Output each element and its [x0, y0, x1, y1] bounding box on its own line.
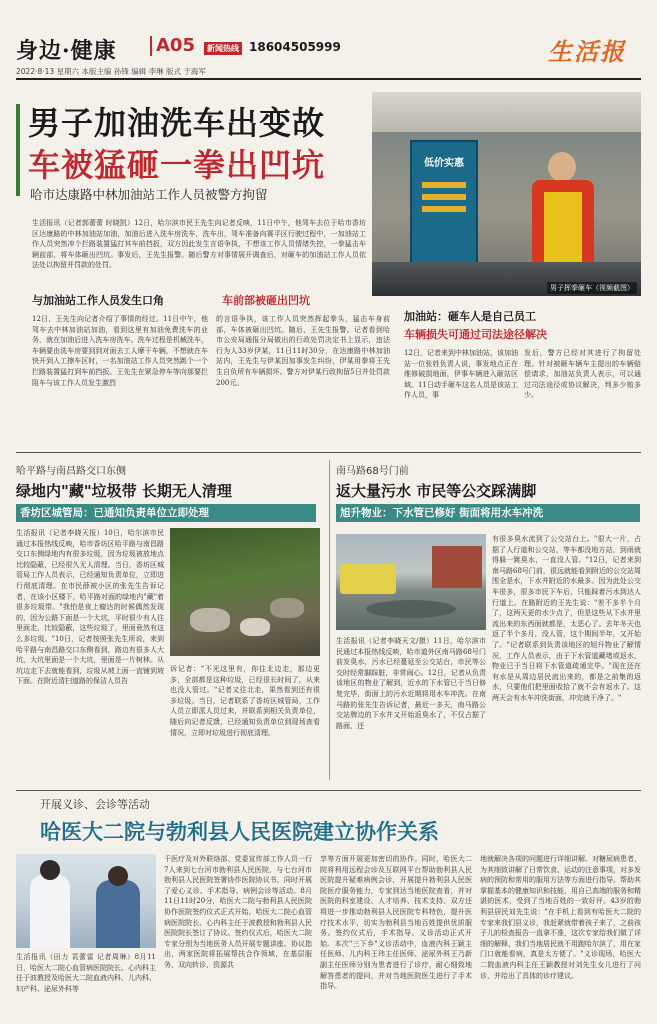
story1-sub2b: 车辆损失可通过司法途径解决 — [404, 328, 547, 341]
story-hospital — [16, 792, 641, 1022]
divider-vertical — [329, 460, 330, 780]
story3-bar: 旭升物业：下水管已修好 街面将用水车冲洗 — [336, 504, 640, 522]
canopy — [372, 92, 641, 132]
story-gas-station — [16, 82, 641, 447]
story3-col2: 有很多臭水流到了公交站台上。"很大一片，占据了人行道和公交站，等车都没地方站，到雨就得躲一跳臭水，一直没人管。"12日，记者来到南马路68号门前，很远就能看到附近的公交站周围全是水，下水井附近的水最多。因为此处公交车很多，很多市民下车后，只能踩着污水到达人行道上。在路附近的王先生说："差不多半个月了，这两天更的水少点了，但是这些从下水井里流出来的东西面就都是，太恶心了。去年冬天也返了半个多月，没人管，这个期间半年，又开始了。"记者联系到负责该地区的旭升物业了解情况，工作人员表示，由于下水管道藏堵或返水，物业已于当日将下水管道疏通完毕。"现在还在有水是从周边居民流出来的，都是之前集的返水，只要他们把里面收拾了就不会有返水了。这两天会有水车冲洗街面，冲完就干净了。" — [492, 535, 641, 702]
story4-col2: 享等方面开展更加密切的协作。同时，哈医大二院将利用远程会诊及互联网平台帮助勃利县人民医院提升疑难病例会诊，开展提升勃利县人民医院医疗服务能力，专家到达当地医院查看，并对医院的科室建设、人才培养、技术支持、双方还将进一步推动勃利县人民医院专科特色，提升医疗技术水平，切实为勃利县当地百姓提供优质服务。签约仪式后，手术指导、义诊活动正式开始。本次"三下乡"义诊活动中，血液内科王颖主任医师、儿内科王玮主任医师、泌尿外科王乃新副主任医师分别为患者进行了诊疗，耐心细致地解答患者的提问，并对当地医院医生进行了手术指导。 — [320, 855, 472, 991]
meta-line: 2022·8·13 星期六 本版主编 孙锋 编辑 李琳 版式 于海军 — [16, 67, 206, 76]
story1-headline1: 男子加油洗车出变故 — [28, 104, 326, 142]
story1-lead: 生活报讯（记者郭蕾蕾 时晓凯）12日，哈尔滨市民王先生向记者反映，11日中午，他驾车去位于哈市香坊区达康路的中林加油站加油，加油后进入洗车房洗车，洗车出，驾车准备向赛平区行驶过程中，一加油站工作人员突然冲个拦路装置猛打其车前挡扳，双方因此发生言语争执，不想该工作人员情绪失控，一拳猛击车辆前部，将车体砸出凹坑。事发后，王先生报警。随后警方对事情展开调查后，对砸车的加油站工作人员依法处以拘留并罚款的处罚。 — [32, 219, 366, 270]
story4-photo-caption: 生活报讯（田力 袁蕾雷 记者周琳）8月11日，哈医大二院心血管病医院院长、心内科主任于波教授及哈医大二院血液内科、儿内科、妇产科、泌尿外科等 — [16, 953, 156, 993]
story2-col2: 诉记者："不光这里有，你往北边走，那边更多，全部都是这种垃圾，已经很长时间了，从来也没人管过。"记者又往北走，果然看到还有很多垃圾。当日，记者联系了香坊区城管局，工作人员立即派人员过来，并联系到相关负责单位，随后向记者反馈，已经通知负责单位到现场查看情况，立即对垃圾进行彻底清理。 — [170, 665, 320, 737]
story2-headline: 绿地内"藏"垃圾带 长期无人清理 — [16, 482, 232, 500]
story1-headline2: 车被猛砸一拳出凹坑 — [28, 146, 326, 184]
story1-col3: 12日，记者来到中林加油站，该加油站一位张姓负责人说，事发地点正在维修破损地面，伊事车辆进入砸站区域。11日动手砸车这名人员是该站工作人员，事 — [404, 349, 518, 400]
doctor-figure — [30, 874, 70, 948]
patient-figure — [96, 880, 140, 948]
story1-col1: 12日，王先生向记者介绍了事情的经过。11日中午，他驾车去中林加油站加油，看到这里有加油免费洗车的业务，就在加油后进入洗车房洗车。洗车过程是机械洗车，车辆要由洗车房要到到对面去工人摩干车辆，不想就在车快开到人工擦车区时，一名加油站工作人员突然跳个一个拦路装置猛打到车前挡扳。王先生在紧急停车等向那要拦阻车与该工作人员发生激烈 — [32, 315, 208, 387]
sign-board — [410, 140, 478, 264]
page-number: A05 — [150, 36, 195, 56]
story1-col2: 的言语争执，该工作人员突然挥起拳头，猛击车身前部，车体被砸出凹坑。随后，王先生报警。记者看到哈市公安局通报分局做出的行政处罚决定书上显示，违法行为人33岁伊某，11日11时30分，在达康路中林加油站内，王先生与伊某因加事发生纠纷，伊某用拳将王先生自负所有车辆损坏。警方对伊某行政拘留5日并处罚款200元。 — [216, 315, 390, 387]
story-sewage — [336, 456, 641, 786]
story1-photo — [372, 92, 641, 296]
section-title: 身边·健康 — [16, 38, 117, 64]
brand-logo: 生活报 — [548, 37, 626, 66]
story1-sub1: 与加油站工作人员发生口角 — [32, 294, 164, 307]
divider-2 — [16, 790, 641, 791]
story4-kicker: 开展义诊、会诊等活动 — [40, 798, 150, 811]
bus — [340, 564, 396, 594]
sign-text: 低价实惠 — [424, 158, 464, 169]
story4-headline: 哈医大二院与勃利县人民医院建立协作关系 — [40, 820, 439, 844]
story1-deck: 哈市达康路中林加油站工作人员被警方拘留 — [30, 187, 268, 202]
story1-sub2: 加油站：砸车人是自己员工 — [404, 310, 536, 323]
photo-caption: 男子挥拳砸车（视频截图） — [547, 282, 637, 294]
story1-sub1b: 车前部被砸出凹坑 — [222, 294, 310, 307]
story1-headline-accent — [16, 104, 20, 196]
masthead-rule — [16, 78, 641, 80]
masthead — [0, 0, 657, 90]
hotline-label: 新闻热线 — [204, 42, 242, 55]
story2-location: 哈平路与南昌路交口东侧 — [16, 466, 126, 477]
story3-headline: 返大量污水 市民等公交踩满脚 — [336, 482, 537, 500]
story1-col4: 发后，警方已经对其进行了拘留处理。针对被砸车辆车主提出的车辆赔偿请求，加油站负责人表示，可以通过司法途径或协议解决，判多少赔多少。 — [524, 349, 641, 400]
story3-col1: 生活报讯（记者李晓天文/摄）11日，哈尔滨市民通过本报热线反映，哈市道外区南马路68号门前发臭水，污水已经蔓延至公交站台，市民等公交时经常脚踩脏，非常闹心。12日，记者从负责该地区的物业了解到，近水的下水管已于当日修复完毕，街面上的污水近期将用水车冲洗。在南马路的张先生告诉记者，最近一多天，南马路公交站牌边的下水井又开始返臭水了，不仅占据了路面，还 — [336, 637, 486, 730]
story2-col1: 生活报讯（记者李晓天报）10日，哈尔滨市民通过本报热线反映，哈市香坊区哈平路与南昌路交口东侧绿地内有很多垃圾，因为垃圾被放地点比较隐蔽，已经很久无人清理。当日，香坊区城管局工作人员表示，已经通知负责单位，立即进行彻底清理。在市民薛被小区的张先生告诉记者，在该小区楼下，哈平路对面的绿地内"藏"着很多垃圾带。"我怕是夜上瘤达的时候偶然发现的，因为公路下面是一个大坑，平时很少有人往里面走，比较隐蔽，这些垃圾了，里面竟然有这么多垃圾。"10日，记者按照张先生所说，来到哈平路与南昌路交口东侧看到，路边有很多人大坑，大坑里面是一个大坑，里面是一片树林。从坑边走下去就能看到，垃圾从坡上面一直铺到坡下面。在附近清扫道路的保洁人员告 — [16, 529, 164, 686]
story3-photo — [336, 534, 486, 630]
story2-bar: 香坊区城管局：已通知负责单位立即处理 — [16, 504, 316, 522]
story4-col3: 地就解决各项的问题进行详细讲解。对糖尿病患者，为其细致讲解了日常饮食、运动的注意事项，对多发病的预防和常用的服用方法等方面进行指导。帮助其掌握基本的健康知识和技能，用自己高端的服务和精湛的医术，受到了当地百姓的一致好评。43岁的勃利县居民刘先生说："在手机上看到有哈医大二院的专家来我们县义诊，我赶紧就带着孩子来了，之前孩子儿的检查报告一直拿不准，这次专家给我们做了详细的解释，我们当地居民就不用跑哈尔滨了，用在家门口就能看病，真是太方便了。"义诊现场，哈医大二院血液内科主任王颖教授对刘先生女儿进行了问诊，并给出了具体的诊疗建议。 — [480, 855, 641, 980]
story4-photo — [16, 854, 156, 948]
story3-location: 南马路68号门前 — [336, 466, 409, 477]
divider-1 — [16, 452, 641, 453]
story-garbage — [16, 456, 324, 786]
story4-col1: 千医疗及对外联络部、党委宣传部工作人员一行7人来到七台河市勃利县人民医院，与七台河市勃利县人民医院签署协作医院协议书，同时开展了爱心义诊、手术指导、病例会诊等活动。8月11日11时20分，哈医大二院与勃利县人民医院协作医院签约仪式正式开始。哈医大二院心血管病医院院长、心内科主任于波教授和勃利县人民医院院长签订了协议。签约仪式后，哈医大二院专家分别为当地医务人员开展专题讲座。协议指出，两家医院将拓展帮扶合作领域，在基层服务、双向转诊、资源共 — [164, 855, 312, 969]
story2-photo — [170, 528, 320, 656]
hotline-number: 18604505999 — [249, 40, 341, 54]
